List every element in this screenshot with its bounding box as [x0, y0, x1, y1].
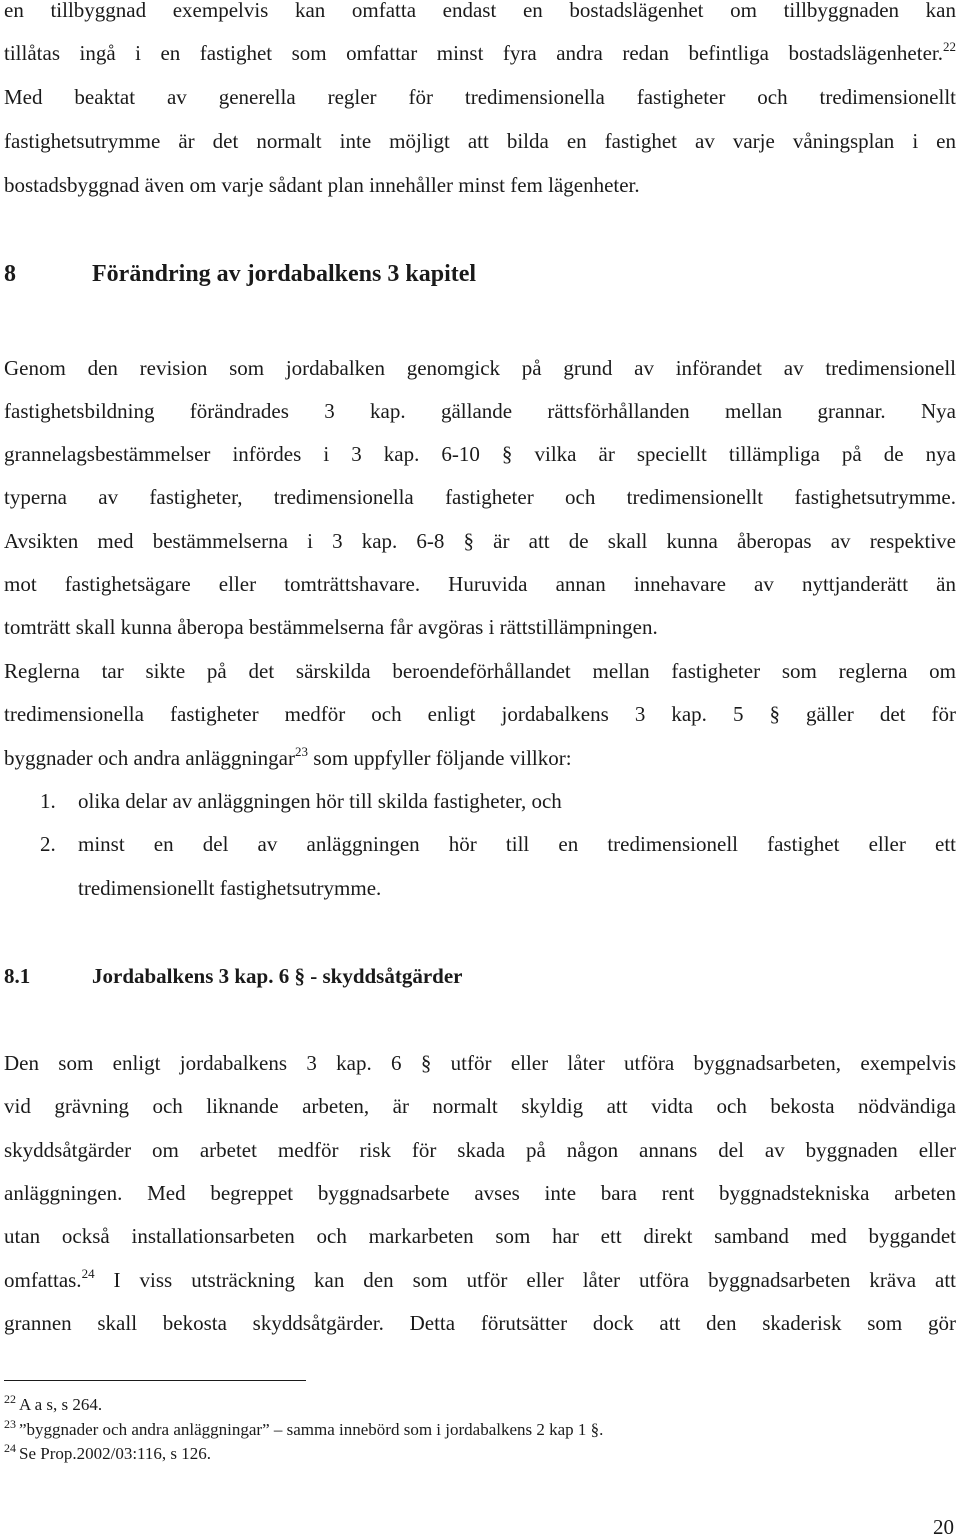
subsection-number: 8.1	[4, 964, 31, 988]
paragraph-line: Den som enligt jordabalkens 3 kap. 6 § utför eller låter utföra byggnadsarbeten, exempelvis	[4, 1051, 956, 1075]
line-text: som uppfyller följande villkor:	[307, 746, 572, 770]
paragraph-line: anläggningen. Med begreppet byggnadsarbete avses inte bara rent byggnadstekniska arbeten	[4, 1181, 956, 1205]
line-text: byggnader och andra anläggningar	[4, 746, 295, 770]
paragraph-line: bostadsbyggnad även om varje sådant plan innehåller minst fem lägenheter.	[4, 173, 640, 197]
footnote-ref: 22	[943, 40, 956, 54]
paragraph-line: grannen skall bekosta skyddsåtgärder. Detta förutsätter dock att den skaderisk som gör	[4, 1311, 956, 1335]
footnote-number: 24	[4, 1441, 16, 1455]
list-item: minst en del av anläggningen hör till en tredimensionell fastighet eller ett	[78, 832, 956, 856]
list-number: 1.	[40, 789, 56, 813]
paragraph-line: grannelagsbestämmelser infördes i 3 kap. 6-10 § vilka är speciellt tillämpliga på de nya	[4, 442, 956, 466]
footnote-separator	[4, 1380, 306, 1381]
subsection-title: Jordabalkens 3 kap. 6 § - skyddsåtgärder	[92, 964, 463, 988]
paragraph-line: fastighetsbildning förändrades 3 kap. gällande rättsförhållanden mellan grannar. Nya	[4, 399, 956, 423]
paragraph-line: Avsikten med bestämmelserna i 3 kap. 6-8 § är att de skall kunna åberopas av respektive	[4, 529, 956, 553]
paragraph-line: Genom den revision som jordabalken genomgick på grund av införandet av tredimensionell	[4, 356, 956, 380]
list-number: 2.	[40, 832, 56, 856]
footnote	[4, 1441, 212, 1464]
footnote	[4, 1417, 604, 1440]
section-number: 8	[4, 261, 16, 287]
footnote-number: 22	[4, 1392, 16, 1406]
paragraph-line: fastighetsutrymme är det normalt inte möjligt att bilda en fastighet av varje våningsplan i en	[4, 129, 956, 153]
list-item: olika delar av anläggningen hör till skilda fastigheter, och	[78, 789, 562, 813]
paragraph-line	[4, 745, 956, 771]
footnote-ref: 24	[81, 1267, 95, 1281]
paragraph-line: skyddsåtgärder om arbetet medför risk för skada på någon annans del av byggnaden eller	[4, 1138, 956, 1162]
footnote-text: Se Prop.2002/03:116, s 126.	[19, 1444, 212, 1463]
footnote-text: A a s, s 264.	[19, 1395, 103, 1414]
section-title: Förändring av jordabalkens 3 kapitel	[92, 261, 477, 287]
section-heading	[4, 259, 476, 289]
paragraph-line: utan också installationsarbeten och markarbeten som har ett direkt samband med byggandet	[4, 1224, 956, 1248]
paragraph-line: typerna av fastigheter, tredimensionella fastigheter och tredimensionellt fastighetsutrymme.	[4, 485, 956, 509]
paragraph-line: vid grävning och liknande arbeten, är normalt skyldig att vidta och bekosta nödvändiga	[4, 1094, 956, 1118]
page-number: 20	[933, 1515, 954, 1539]
subsection-heading	[4, 963, 462, 989]
paragraph-line	[4, 1267, 956, 1293]
paragraph-line: Med beaktat av generella regler för tredimensionella fastigheter och tredimensionellt	[4, 85, 956, 109]
footnote-number: 23	[4, 1417, 16, 1431]
paragraph-line	[4, 40, 956, 66]
line-text: omfattas.	[4, 1268, 82, 1292]
paragraph-line: en tillbyggnad exempelvis kan omfatta endast en bostadslägenhet om tillbyggnaden kan	[4, 0, 956, 22]
list-item-continuation: tredimensionellt fastighetsutrymme.	[78, 876, 382, 900]
footnote-ref: 23	[294, 745, 308, 759]
footnote	[4, 1392, 103, 1415]
footnote-text: ”byggnader och andra anläggningar” – samma innebörd som i jordabalkens 2 kap 1 §.	[19, 1420, 604, 1439]
line-text: I viss utsträckning kan den som utför eller låter utföra byggnadsarbeten kräva att	[94, 1268, 956, 1292]
paragraph-line: mot fastighetsägare eller tomträttshavare. Huruvida annan innehavare av nyttjanderätt än	[4, 572, 956, 596]
paragraph-line: tredimensionella fastigheter medför och enligt jordabalkens 3 kap. 5 § gäller det för	[4, 702, 956, 726]
paragraph-line: Reglerna tar sikte på det särskilda beroendeförhållandet mellan fastigheter som reglerna om	[4, 659, 956, 683]
line-text: tillåtas ingå i en fastighet som omfattar minst fyra andra redan befintliga bostadslägenheter.	[4, 41, 943, 65]
paragraph-line: tomträtt skall kunna åberopa bestämmelserna får avgöras i rättstillämpningen.	[4, 615, 658, 639]
